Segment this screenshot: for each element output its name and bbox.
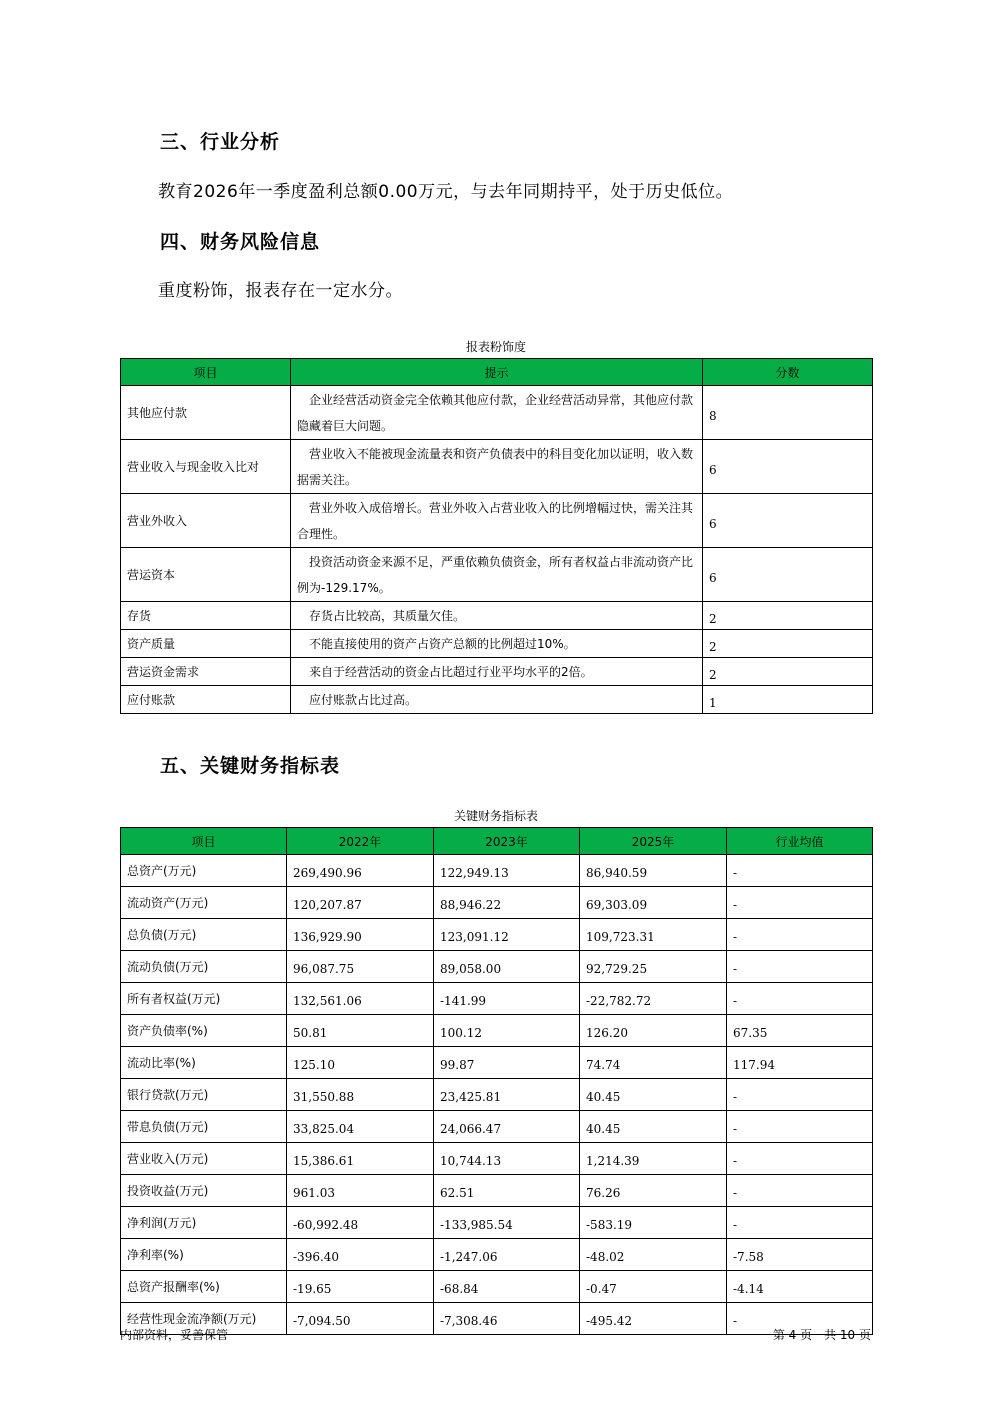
value-2025: 69,303.09	[580, 887, 727, 919]
value-2022: -19.65	[287, 1271, 434, 1303]
footer-confidential: 内部资料，妥善保管	[120, 1328, 229, 1342]
value-industry-avg: -	[727, 1303, 873, 1335]
metrics-table-header	[121, 828, 873, 855]
value-2022: 269,490.96	[287, 855, 434, 887]
header-2025: 2025年	[580, 828, 727, 855]
risk-score: 2	[703, 658, 873, 686]
value-2025: 40.45	[580, 1079, 727, 1111]
risk-hint: 来自于经营活动的资金占比超过行业平均水平的2倍。	[291, 658, 703, 686]
value-2025: 40.45	[580, 1111, 727, 1143]
value-2023: 23,425.81	[434, 1079, 580, 1111]
header-score: 分数	[703, 359, 873, 386]
risk-table-header	[121, 359, 873, 386]
value-2022: -7,094.50	[287, 1303, 434, 1335]
risk-hint: 应付账款占比过高。	[291, 686, 703, 714]
risk-hint: 营业收入不能被现金流量表和资产负债表中的科目变化加以证明，收入数据需关注。	[291, 440, 703, 494]
metric-name: 经营性现金流净额(万元)	[121, 1303, 287, 1335]
risk-item: 营业收入与现金收入比对	[121, 440, 291, 494]
value-2023: -68.84	[434, 1271, 580, 1303]
risk-score: 1	[703, 686, 873, 714]
risk-hint: 投资活动资金来源不足，严重依赖负债资金，所有者权益占非流动资产比例为-129.17%。	[291, 548, 703, 602]
risk-row	[121, 630, 873, 658]
risk-row	[121, 494, 873, 548]
section4-heading: 四、财务风险信息	[160, 231, 321, 253]
value-2023: 10,744.13	[434, 1143, 580, 1175]
value-2022: -60,992.48	[287, 1207, 434, 1239]
risk-hint: 企业经营活动资金完全依赖其他应付款，企业经营活动异常，其他应付款隐藏着巨大问题。	[291, 386, 703, 440]
risk-item: 资产质量	[121, 630, 291, 658]
value-2025: -495.42	[580, 1303, 727, 1335]
header-2023: 2023年	[434, 828, 580, 855]
header-item: 项目	[121, 359, 291, 386]
value-2023: 99.87	[434, 1047, 580, 1079]
value-industry-avg: -	[727, 1143, 873, 1175]
value-2023: -7,308.46	[434, 1303, 580, 1335]
header-2022: 2022年	[287, 828, 434, 855]
risk-row	[121, 440, 873, 494]
header-hint: 提示	[291, 359, 703, 386]
value-industry-avg: -	[727, 983, 873, 1015]
risk-item: 应付账款	[121, 686, 291, 714]
risk-hint: 不能直接使用的资产占资产总额的比例超过10%。	[291, 630, 703, 658]
metrics-row	[121, 983, 873, 1015]
value-2025: 109,723.31	[580, 919, 727, 951]
value-2023: 100.12	[434, 1015, 580, 1047]
risk-score: 2	[703, 630, 873, 658]
value-2025: 126.20	[580, 1015, 727, 1047]
metric-name: 资产负债率(%)	[121, 1015, 287, 1047]
value-2025: -48.02	[580, 1239, 727, 1271]
value-industry-avg: -	[727, 1079, 873, 1111]
risk-score: 6	[703, 548, 873, 602]
metric-name: 总负债(万元)	[121, 919, 287, 951]
metrics-row	[121, 887, 873, 919]
section3-heading: 三、行业分析	[160, 131, 281, 153]
value-2023: 123,091.12	[434, 919, 580, 951]
metric-name: 投资收益(万元)	[121, 1175, 287, 1207]
value-2023: 24,066.47	[434, 1111, 580, 1143]
value-2025: -583.19	[580, 1207, 727, 1239]
value-2025: 1,214.39	[580, 1143, 727, 1175]
metric-name: 银行贷款(万元)	[121, 1079, 287, 1111]
metrics-row	[121, 1079, 873, 1111]
value-2025: 92,729.25	[580, 951, 727, 983]
metrics-row	[121, 951, 873, 983]
metric-name: 总资产报酬率(%)	[121, 1271, 287, 1303]
value-2022: 136,929.90	[287, 919, 434, 951]
value-industry-avg: -	[727, 951, 873, 983]
risk-score: 2	[703, 602, 873, 630]
metrics-row	[121, 1207, 873, 1239]
value-industry-avg: -4.14	[727, 1271, 873, 1303]
value-industry-avg: -7.58	[727, 1239, 873, 1271]
value-industry-avg: -	[727, 919, 873, 951]
risk-row	[121, 658, 873, 686]
risk-item: 营运资金需求	[121, 658, 291, 686]
section4-text: 重度粉饰，报表存在一定水分。	[158, 281, 403, 301]
header-item: 项目	[121, 828, 287, 855]
risk-score: 6	[703, 440, 873, 494]
value-2023: -1,247.06	[434, 1239, 580, 1271]
risk-row	[121, 686, 873, 714]
metric-name: 总资产(万元)	[121, 855, 287, 887]
metrics-row	[121, 1239, 873, 1271]
risk-row	[121, 548, 873, 602]
risk-item: 存货	[121, 602, 291, 630]
risk-hint: 存货占比较高，其质量欠佳。	[291, 602, 703, 630]
metrics-row	[121, 1047, 873, 1079]
metric-name: 净利润(万元)	[121, 1207, 287, 1239]
metric-name: 流动资产(万元)	[121, 887, 287, 919]
value-industry-avg: -	[727, 1175, 873, 1207]
value-2023: -133,985.54	[434, 1207, 580, 1239]
metric-name: 流动负债(万元)	[121, 951, 287, 983]
footer-page-number: 第 4 页 共 10 页	[772, 1328, 871, 1342]
metrics-table-caption: 关键财务指标表	[453, 809, 538, 823]
value-industry-avg: -	[727, 1111, 873, 1143]
metrics-row	[121, 1111, 873, 1143]
value-industry-avg: -	[727, 1207, 873, 1239]
value-industry-avg: -	[727, 887, 873, 919]
metrics-row	[121, 1303, 873, 1335]
metric-name: 净利率(%)	[121, 1239, 287, 1271]
value-2023: 88,946.22	[434, 887, 580, 919]
metrics-table	[120, 827, 873, 1335]
metric-name: 所有者权益(万元)	[121, 983, 287, 1015]
value-industry-avg: 67.35	[727, 1015, 873, 1047]
value-2025: -22,782.72	[580, 983, 727, 1015]
metrics-row	[121, 1271, 873, 1303]
value-2025: 76.26	[580, 1175, 727, 1207]
metrics-row	[121, 1015, 873, 1047]
value-2025: -0.47	[580, 1271, 727, 1303]
risk-item: 其他应付款	[121, 386, 291, 440]
value-2022: 96,087.75	[287, 951, 434, 983]
value-2022: -396.40	[287, 1239, 434, 1271]
value-2022: 125.10	[287, 1047, 434, 1079]
value-2023: 62.51	[434, 1175, 580, 1207]
value-2022: 15,386.61	[287, 1143, 434, 1175]
value-2023: 122,949.13	[434, 855, 580, 887]
risk-table	[120, 358, 873, 714]
risk-score: 8	[703, 386, 873, 440]
metric-name: 带息负债(万元)	[121, 1111, 287, 1143]
header-industry-avg: 行业均值	[727, 828, 873, 855]
risk-row	[121, 386, 873, 440]
metrics-row	[121, 1143, 873, 1175]
metric-name: 营业收入(万元)	[121, 1143, 287, 1175]
value-2022: 33,825.04	[287, 1111, 434, 1143]
value-industry-avg: -	[727, 855, 873, 887]
value-2023: 89,058.00	[434, 951, 580, 983]
metrics-row	[121, 1175, 873, 1207]
section3-text: 教育2026年一季度盈利总额0.00万元，与去年同期持平，处于历史低位。	[158, 182, 734, 202]
risk-score: 6	[703, 494, 873, 548]
risk-item: 营业外收入	[121, 494, 291, 548]
value-2022: 50.81	[287, 1015, 434, 1047]
value-2023: -141.99	[434, 983, 580, 1015]
value-2022: 120,207.87	[287, 887, 434, 919]
metrics-row	[121, 919, 873, 951]
value-2022: 961.03	[287, 1175, 434, 1207]
risk-row	[121, 602, 873, 630]
risk-table-caption: 报表粉饰度	[465, 340, 526, 354]
risk-item: 营运资本	[121, 548, 291, 602]
metric-name: 流动比率(%)	[121, 1047, 287, 1079]
value-industry-avg: 117.94	[727, 1047, 873, 1079]
value-2022: 132,561.06	[287, 983, 434, 1015]
metrics-row	[121, 855, 873, 887]
value-2025: 74.74	[580, 1047, 727, 1079]
value-2025: 86,940.59	[580, 855, 727, 887]
risk-hint: 营业外收入成倍增长。营业外收入占营业收入的比例增幅过快，需关注其合理性。	[291, 494, 703, 548]
section5-heading: 五、关键财务指标表	[160, 755, 341, 777]
value-2022: 31,550.88	[287, 1079, 434, 1111]
